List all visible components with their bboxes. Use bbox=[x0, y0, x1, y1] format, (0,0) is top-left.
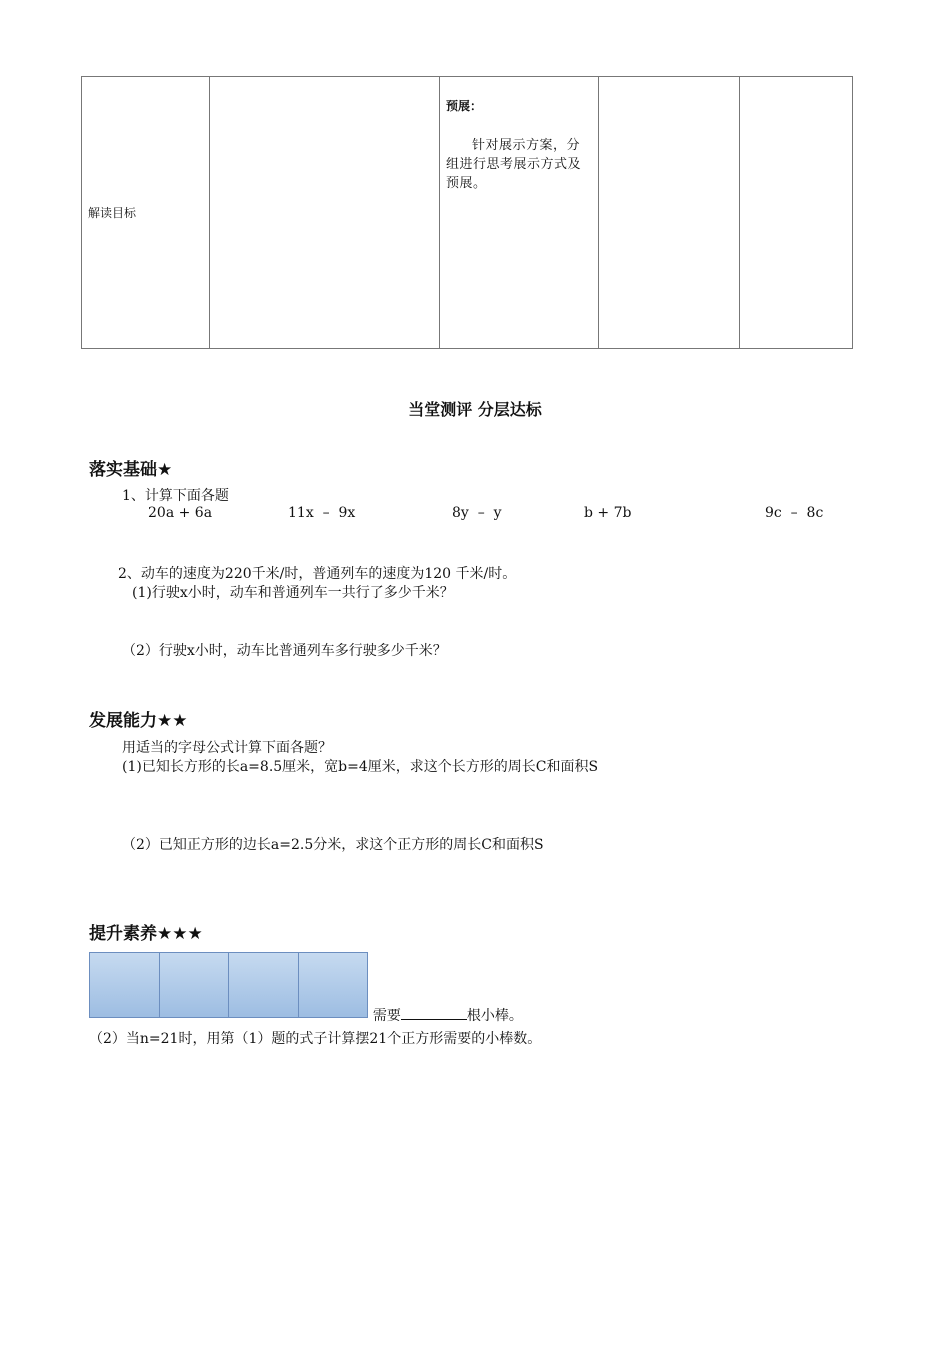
expression-4: b + 7b bbox=[584, 505, 632, 521]
expression-5: 9c – 8c bbox=[765, 505, 824, 521]
ability-heading: 发展能力★★ bbox=[89, 711, 188, 731]
square-shape bbox=[160, 952, 230, 1018]
section-title: 当堂测评 分层达标 bbox=[408, 400, 542, 419]
row-label-cell bbox=[82, 77, 210, 349]
question-2-part-2: （2）行驶x小时，动车比普通列车多行驶多少千米？ bbox=[122, 643, 447, 659]
empty-cell bbox=[599, 77, 740, 349]
lesson-plan-table bbox=[81, 76, 853, 349]
empty-cell bbox=[210, 77, 440, 349]
literacy-line-1-pre: 需要 bbox=[372, 1008, 401, 1024]
question-2: 2、动车的速度为220千米/时，普通列车的速度为120 千米/时。 bbox=[118, 566, 517, 582]
ability-problem-1: (1)已知长方形的长a=8.5厘米，宽b=4厘米，求这个长方形的周长C和面积S bbox=[122, 759, 599, 775]
row-label: 解读目标 bbox=[88, 206, 137, 220]
literacy-line-2: （2）当n=21时，用第（1）题的式子计算摆21个正方形需要的小棒数。 bbox=[89, 1031, 542, 1047]
square-shape bbox=[229, 952, 299, 1018]
question-2-part-1: (1)行驶x小时，动车和普通列车一共行了多少千米？ bbox=[132, 585, 454, 601]
square-sticks-figure bbox=[89, 952, 368, 1018]
empty-cell bbox=[740, 77, 853, 349]
answer-blank[interactable] bbox=[401, 1007, 467, 1020]
expression-2: 11x – 9x bbox=[288, 505, 356, 521]
square-shape bbox=[299, 952, 369, 1018]
basic-heading: 落实基础★ bbox=[89, 460, 173, 480]
ability-problem-2: （2）已知正方形的边长a=2.5分米，求这个正方形的周长C和面积S bbox=[122, 837, 544, 853]
literacy-heading: 提升素养★★★ bbox=[89, 924, 203, 944]
square-shape bbox=[89, 952, 160, 1018]
question-1: 1、计算下面各题 bbox=[122, 488, 229, 504]
expression-1: 20a + 6a bbox=[148, 505, 213, 521]
ability-intro: 用适当的字母公式计算下面各题？ bbox=[122, 740, 332, 756]
preview-text: 针对展示方案，分组进行思考展示方式及预展。 bbox=[446, 138, 582, 191]
preview-title: 预展： bbox=[446, 99, 483, 113]
literacy-line-1-post: 根小棒。 bbox=[466, 1008, 523, 1024]
preview-cell bbox=[440, 77, 599, 349]
literacy-line-1 bbox=[364, 989, 523, 1025]
expression-3: 8y – y bbox=[452, 505, 502, 521]
